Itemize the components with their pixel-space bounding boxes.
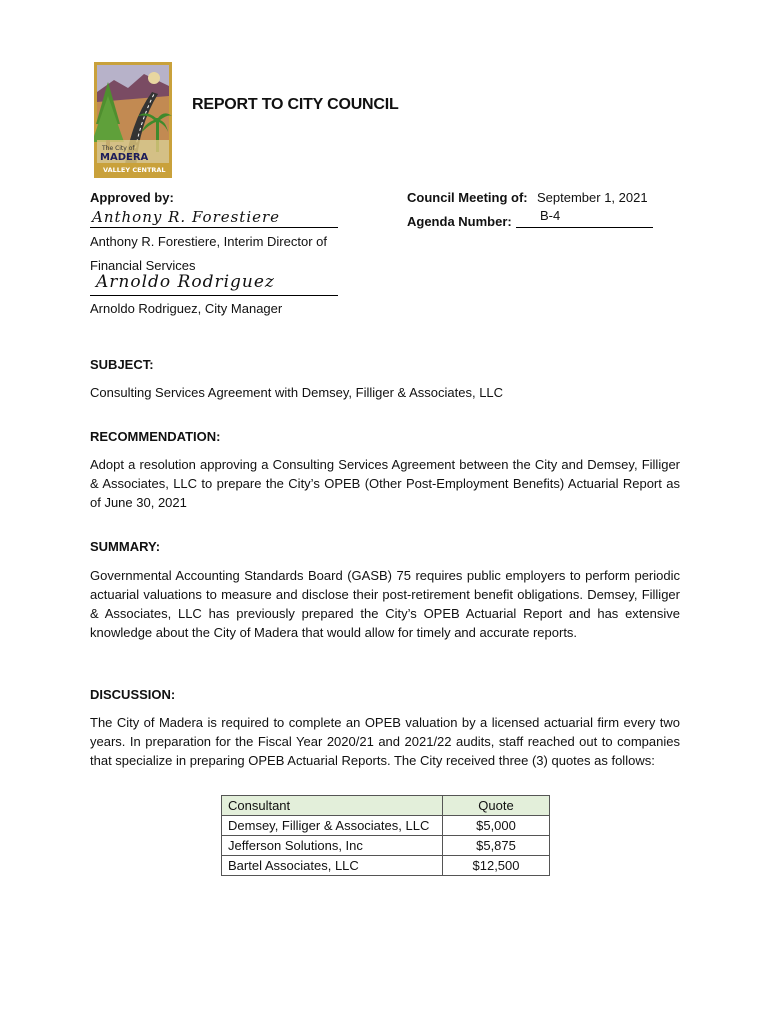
council-meeting-date: September 1, 2021 xyxy=(537,190,648,205)
consultant-cell: Jefferson Solutions, Inc xyxy=(222,836,443,856)
quote-cell: $5,000 xyxy=(443,816,550,836)
city-logo xyxy=(94,62,172,178)
agenda-number-value: B-4 xyxy=(540,208,561,223)
discussion-text: The City of Madera is required to complete an OPEB valuation by a licensed actuarial firm every two years. In preparation for the Fiscal Year 2020/21 and 2021/22 audits, staff reached out to companies that specialize in preparing OPEB Actuarial Reports. The City received three (3) quotes as follows: xyxy=(90,715,680,768)
header-consultant: Consultant xyxy=(222,796,443,816)
signature-forestiere: Anthony R. Forestiere xyxy=(92,208,281,226)
consultant-cell: Bartel Associates, LLC xyxy=(222,856,443,876)
quotes-table xyxy=(221,795,550,876)
approved-by-label: Approved by: xyxy=(90,190,174,205)
signature-line-2 xyxy=(90,295,338,296)
signer-forestiere: Anthony R. Forestiere, Interim Director of xyxy=(90,234,327,249)
header-quote: Quote xyxy=(443,796,550,816)
discussion-heading: DISCUSSION: xyxy=(90,687,176,702)
summary-heading: SUMMARY: xyxy=(90,539,161,554)
table-row xyxy=(222,816,550,836)
council-meeting-label: Council Meeting of: xyxy=(407,190,528,205)
logo-line2: MADERA xyxy=(100,152,149,163)
summary-text: Governmental Accounting Standards Board (GASB) 75 requires public employers to perform periodic actuarial valuations to measure and disclose their post-retirement benefit obligations. Demsey, Filliger & Associates, LLC has previously prepared the City’s OPEB Actuarial Report and has extensive knowledge about the City of Madera that would allow for timely and accurate reports. xyxy=(90,568,680,640)
logo-line1: The City of xyxy=(102,145,135,152)
quote-cell: $12,500 xyxy=(443,856,550,876)
signer-rodriguez: Arnoldo Rodriguez, City Manager xyxy=(90,301,283,316)
recommendation-heading: RECOMMENDATION: xyxy=(90,429,221,444)
report-title: REPORT TO CITY COUNCIL xyxy=(192,96,399,113)
quote-cell: $5,875 xyxy=(443,836,550,856)
signature-rodriguez: Arnoldo Rodriguez xyxy=(96,272,275,292)
signature-line-1 xyxy=(90,227,338,228)
agenda-number-line xyxy=(516,227,653,228)
table-row xyxy=(222,856,550,876)
logo-line3: VALLEY CENTRAL xyxy=(103,166,166,174)
recommendation-text: Adopt a resolution approving a Consulting Services Agreement between the City and Demsey, Filliger & Associates, LLC to prepare the City’s OPEB (Other Post-Employment Benefits) Actuarial Report as of June 30, 2021 xyxy=(90,457,680,510)
agenda-number-label: Agenda Number: xyxy=(407,214,512,229)
signer-forestiere-cont: Financial Services xyxy=(90,258,196,273)
subject-text: Consulting Services Agreement with Demsey, Filliger & Associates, LLC xyxy=(90,385,504,400)
table-header-row xyxy=(222,796,550,816)
consultant-cell: Demsey, Filliger & Associates, LLC xyxy=(222,816,443,836)
subject-heading: SUBJECT: xyxy=(90,357,154,372)
table-row xyxy=(222,836,550,856)
